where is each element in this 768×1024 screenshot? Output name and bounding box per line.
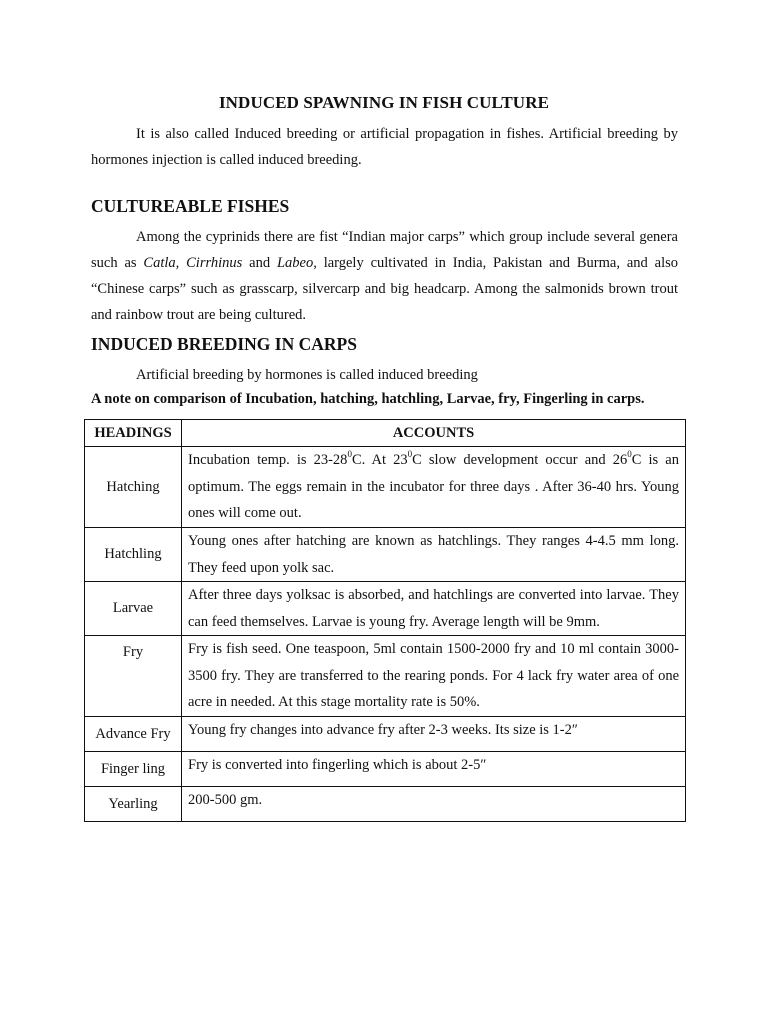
column-header-headings: HEADINGS [85, 420, 182, 447]
row-account [182, 447, 686, 528]
row-heading: Yearling [85, 787, 182, 822]
comparison-note: A note on comparison of Incubation, hatching, hatchling, Larvae, fry, Fingerling in carps. [91, 391, 645, 407]
text-segment: C slow development occur and 26 [412, 452, 628, 468]
text-segment: , largely cultivated in India, Pakistan and Burma, and also “Chinese carps” such as grasscarp, silvercarp and big headcarp. Among the salmonids brown trout and rainbow trout are being cultured. [91, 255, 678, 323]
table-header-row [85, 420, 686, 447]
table-row [85, 636, 686, 717]
text-segment: C. At 23 [351, 452, 408, 468]
induced-breeding-paragraph [91, 362, 678, 388]
superscript: 0 [627, 449, 632, 460]
text-segment: Among the cyprinids there are fist “Indian major carps” which group include several genera such as [91, 229, 678, 271]
table-row [85, 752, 686, 787]
italic-genera: Catla, Cirrhinus [143, 255, 243, 271]
text-segment: C is an optimum. The eggs remain in the incubator for three days . After 36-40 hrs. Young ones will come out. [188, 452, 679, 521]
row-account: Fry is converted into fingerling which is about 2-5″ [182, 752, 686, 787]
text-segment: and [242, 255, 277, 271]
row-account: Fry is fish seed. One teaspoon, 5ml contain 1500-2000 fry and 10 ml contain 3000-3500 fry. They are transferred to the rearing ponds. For 4 lack fry water area of one acre in needed. At this stage mortality rate is 50%. [182, 636, 686, 717]
intro-text: It is also called Induced breeding or artificial propagation in fishes. Artificial breeding by hormones injection is called induced breeding. [91, 126, 678, 168]
row-account: After three days yolksac is absorbed, and hatchlings are converted into larvae. They can feed themselves. Larvae is young fry. Average length will be 9mm. [182, 582, 686, 636]
text-segment: Incubation temp. is 23-28 [188, 452, 348, 468]
accounts-table [84, 419, 686, 822]
section-heading-induced-breeding: INDUCED BREEDING IN CARPS [91, 334, 357, 354]
row-heading: Hatching [85, 447, 182, 528]
table-row [85, 717, 686, 752]
page-title: INDUCED SPAWNING IN FISH CULTURE [218, 93, 550, 112]
row-heading: Larvae [85, 582, 182, 636]
column-header-accounts: ACCOUNTS [182, 420, 686, 447]
cultureable-fishes-paragraph [91, 224, 678, 328]
superscript: 0 [347, 449, 352, 460]
row-account: 200-500 gm. [182, 787, 686, 822]
superscript: 0 [407, 449, 413, 460]
row-account: Young fry changes into advance fry after 2-3 weeks. Its size is 1-2″ [182, 717, 686, 752]
intro-paragraph [91, 121, 678, 173]
table-row [85, 447, 686, 528]
row-heading: Advance Fry [85, 717, 182, 752]
row-heading: Finger ling [85, 752, 182, 787]
section-heading-cultureable-fishes: CULTUREABLE FISHES [91, 196, 290, 216]
row-heading: Hatchling [85, 528, 182, 582]
table-row [85, 582, 686, 636]
table-row [85, 787, 686, 822]
induced-breeding-text: Artificial breeding by hormones is called induced breeding [136, 367, 478, 383]
italic-genus-labeo: Labeo [276, 255, 314, 271]
row-account: Young ones after hatching are known as hatchlings. They ranges 4-4.5 mm long. They feed upon yolk sac. [182, 528, 686, 582]
row-heading: Fry [85, 636, 182, 717]
table-row [85, 528, 686, 582]
